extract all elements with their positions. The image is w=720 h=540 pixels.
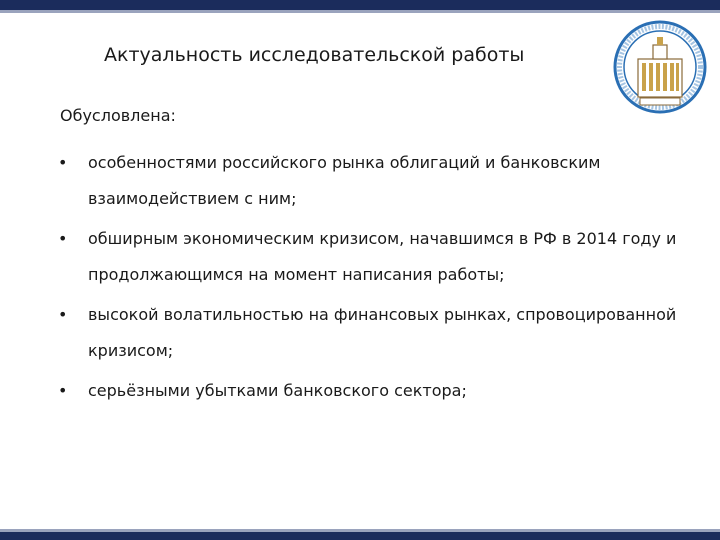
bullet-text: особенностями российского рынка облигаций и банковским взаимодействием с ним; xyxy=(88,153,601,208)
list-item xyxy=(56,221,696,293)
list-item xyxy=(56,145,696,217)
list-item xyxy=(56,297,696,369)
intro-text: Обусловлена: xyxy=(60,106,176,125)
bullet-icon: • xyxy=(58,153,68,172)
bullet-text: серьёзными убытками банковского сектора; xyxy=(88,381,467,400)
bullet-icon: • xyxy=(58,381,68,400)
university-building-seal-icon xyxy=(610,15,710,119)
bullet-icon: • xyxy=(58,305,68,324)
slide-title: Актуальность исследовательской работы xyxy=(104,44,525,66)
bullet-icon: • xyxy=(58,229,68,248)
top-header-stripe xyxy=(0,10,720,13)
bullet-text: обширным экономическим кризисом, начавшимся в РФ в 2014 году и продолжающимся на момент написания работы; xyxy=(88,229,677,284)
bottom-footer-bar xyxy=(0,532,720,540)
bullet-list xyxy=(56,145,696,413)
top-header-bar xyxy=(0,0,720,10)
list-item xyxy=(56,373,696,409)
bullet-text: высокой волатильностью на финансовых рынках, спровоцированной кризисом; xyxy=(88,305,677,360)
